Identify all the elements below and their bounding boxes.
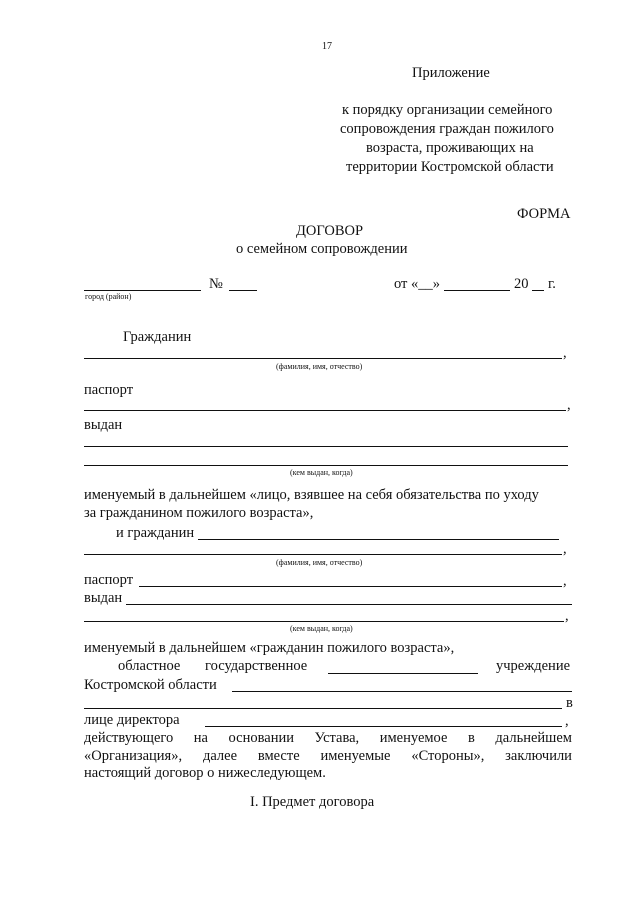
appendix-line: территории Костромской области [346,159,554,175]
party1-issued-label: выдан [84,417,123,433]
appendix-line: сопровождения граждан пожилого [340,121,554,137]
party2-issued-field-2[interactable] [84,621,564,622]
party1-issued-caption: (кем выдан, когда) [290,468,353,477]
org-body-line: настоящий договор о нижеследующем. [84,765,326,781]
party1-issued-field-2[interactable] [84,465,568,466]
year-field[interactable] [532,290,544,291]
page-number: 17 [322,41,332,52]
party1-issued-field[interactable] [84,446,568,447]
party2-passport-field[interactable] [139,586,562,587]
doc-title: ДОГОВОР [296,223,364,239]
label-citizen: Гражданин [123,329,192,345]
party1-passport-field[interactable] [84,410,566,411]
year-prefix: 20 [514,276,529,292]
org-line2-prefix: Костромской области [84,677,217,693]
org-body-line [84,731,572,747]
doc-subtitle: о семейном сопровождении [236,241,408,257]
contract-number-field[interactable] [229,290,257,291]
word: дальнейшем [495,730,572,746]
party1-named-line: именуемый в дальнейшем «лицо, взявшее на себя обязательства по уходу [84,487,539,503]
party1-named-line: за гражданином пожилого возраста», [84,505,314,521]
word: Устава, [314,730,360,746]
year-suffix: г. [548,276,556,292]
org-word-regional: областное [118,658,181,674]
party1-passport-label: паспорт [84,382,134,398]
word: именуемые [320,748,391,764]
party2-fio-field[interactable] [198,539,559,540]
comma: , [563,345,567,361]
comma: , [565,608,569,624]
party1-fio-caption: (фамилия, имя, отчество) [276,362,363,371]
org-word-state: государственное [205,658,308,674]
party2-issued-caption: (кем выдан, когда) [290,624,353,633]
date-month-field[interactable] [444,290,510,291]
letter-v: в [566,695,573,711]
org-word-institution: учреждение [496,658,571,674]
label-and-citizen: и гражданин [116,525,195,541]
party2-passport-label: паспорт [84,572,134,588]
comma: , [567,397,571,413]
appendix-line: к порядку организации семейного [342,102,553,118]
org-body-line [84,749,572,765]
word: «Стороны», [411,748,485,764]
appendix-title: Приложение [412,65,490,81]
word: заключили [505,748,572,764]
word: действующего [84,730,174,746]
section-heading: I. Предмет договора [250,794,375,810]
director-name-field[interactable] [205,726,562,727]
word: «Организация», [84,748,183,764]
party2-issued-label: выдан [84,590,123,606]
party2-named-line: именуемый в дальнейшем «гражданин пожилого возраста», [84,640,455,656]
party2-issued-field[interactable] [126,604,572,605]
word: далее [202,748,238,764]
form-label: ФОРМА [517,206,571,222]
party2-fio-caption: (фамилия, имя, отчество) [276,558,363,567]
org-director-prefix: лице директора [84,712,180,728]
comma: , [565,713,569,729]
date-from: от «__» [394,276,441,292]
org-type-field[interactable] [328,673,478,674]
comma: , [563,573,567,589]
word: на [193,730,208,746]
org-name-field[interactable] [232,691,572,692]
number-sign: № [209,276,223,292]
party1-fio-field[interactable] [84,358,562,359]
appendix-line: возраста, проживающих на [366,140,534,156]
city-field[interactable] [84,290,201,291]
comma: , [563,541,567,557]
word: в [467,730,475,746]
word: основании [228,730,294,746]
word: именуемое [379,730,448,746]
org-name-field-2[interactable] [84,708,562,709]
party2-fio-field-2[interactable] [84,554,562,555]
word: вместе [257,748,300,764]
city-caption: город (район) [85,292,132,301]
